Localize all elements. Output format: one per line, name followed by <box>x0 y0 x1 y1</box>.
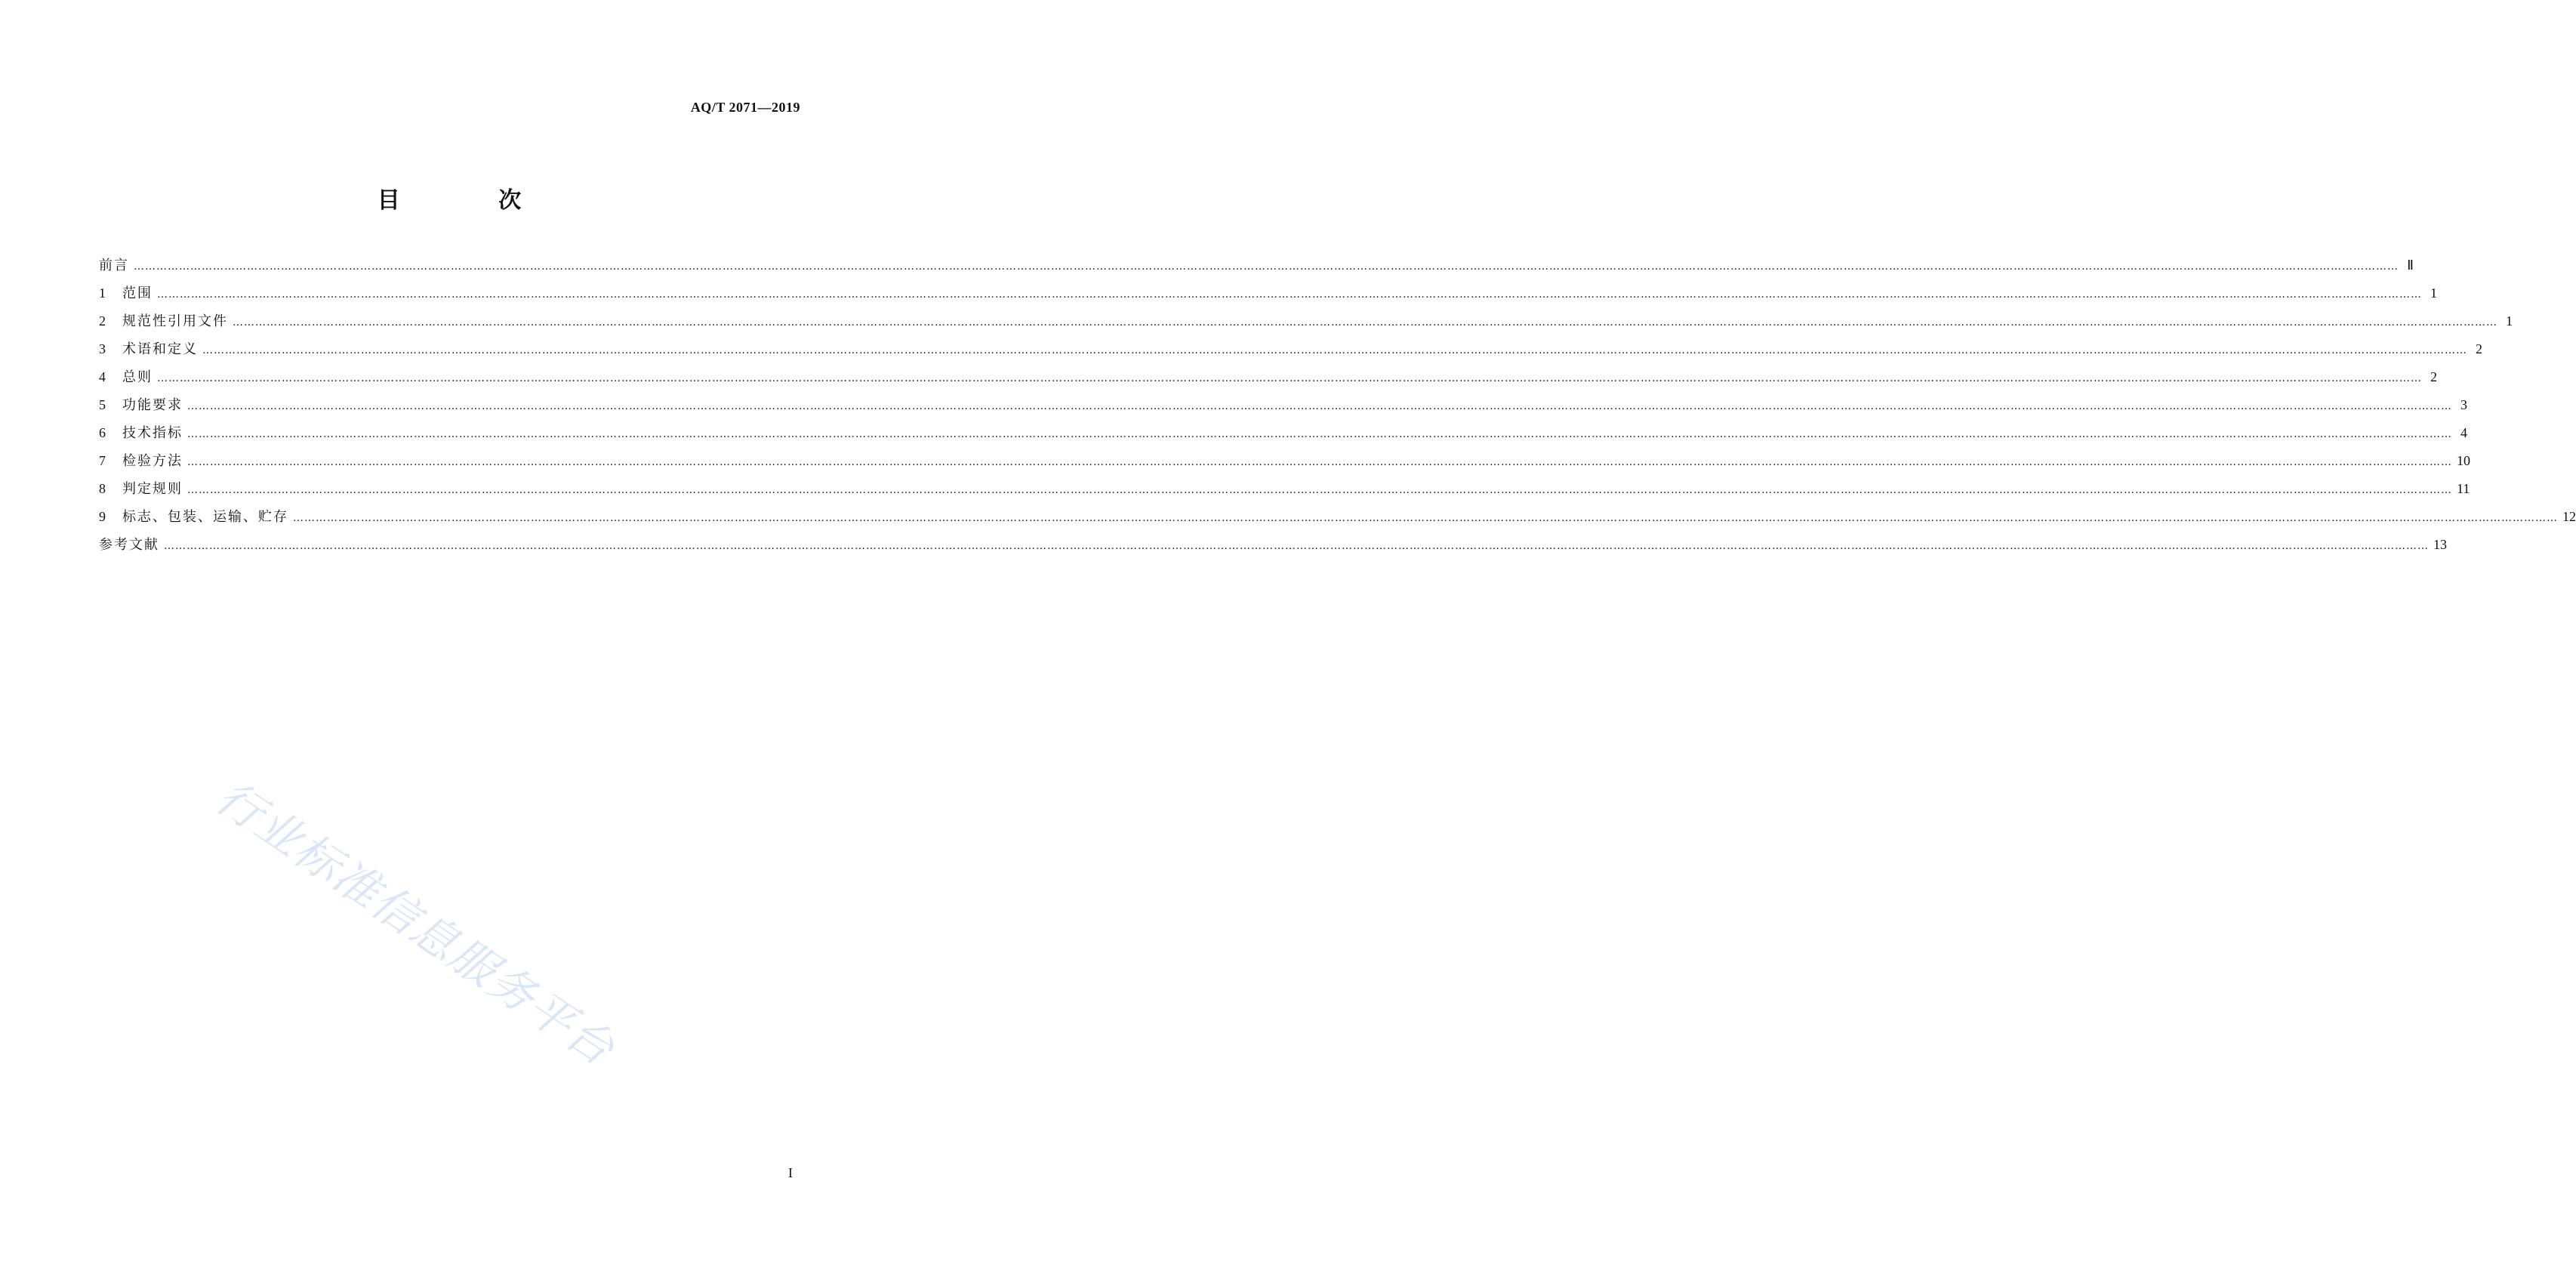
toc-entry-number: 8 <box>99 481 106 496</box>
toc-entry-number: 3 <box>99 341 106 356</box>
toc-entry-number: 7 <box>99 453 106 468</box>
toc-entry[interactable] <box>99 282 2437 310</box>
toc-leader-dots: …………………………………………………………………………………………………………………………………………………………………………………………………………………………………………………………………………………………………………………………………………………………………………………………………………………………………………………………………………………………………………………………………………………… <box>187 428 2452 440</box>
toc-entry-number: 5 <box>99 397 106 412</box>
toc-entry-page: 10 <box>2457 453 2470 468</box>
toc-entry-title: 标志、包装、运输、贮存 <box>122 509 288 525</box>
toc-entry[interactable] <box>99 255 2414 282</box>
toc-entry-title: 检验方法 <box>122 453 183 469</box>
toc-leader-dots: …………………………………………………………………………………………………………………………………………………………………………………………………………………………………………………………………………………………………………………………………………………………………………………………………………………………………………………………………………………………………………………………………………………… <box>134 261 2399 273</box>
toc-entry-number: 6 <box>99 425 106 440</box>
page-number: I <box>788 1165 793 1180</box>
table-of-contents <box>99 255 2576 562</box>
toc-leader-dots: …………………………………………………………………………………………………………………………………………………………………………………………………………………………………………………………………………………………………………………………………………………………………………………………………………………………………………………………………………………………………………………………………………………… <box>202 344 2467 356</box>
toc-entry-page: 3 <box>2460 397 2467 412</box>
toc-entry-number: 2 <box>99 313 106 329</box>
toc-entry-title: 判定规则 <box>122 481 183 497</box>
toc-leader-dots: …………………………………………………………………………………………………………………………………………………………………………………………………………………………………………………………………………………………………………………………………………………………………………………………………………………………………………………………………………………………………………………………………………………… <box>233 316 2497 329</box>
toc-entry-title: 前言 <box>99 258 129 273</box>
toc-entry-page: Ⅱ <box>2407 258 2414 273</box>
toc-entry-number: 9 <box>99 509 106 524</box>
toc-leader-dots: …………………………………………………………………………………………………………………………………………………………………………………………………………………………………………………………………………………………………………………………………………………………………………………………………………………………………………………………………………………………………………………………………………………… <box>164 540 2429 552</box>
toc-entry-page: 2 <box>2430 369 2437 384</box>
toc-entry-page: 1 <box>2506 313 2513 329</box>
toc-leader-dots: …………………………………………………………………………………………………………………………………………………………………………………………………………………………………………………………………………………………………………………………………………………………………………………………………………………………………………………………………………………………………………………………………………………… <box>187 484 2452 496</box>
toc-entry[interactable] <box>99 394 2467 422</box>
toc-entry[interactable] <box>99 450 2470 478</box>
toc-entry-page: 11 <box>2457 481 2470 496</box>
toc-entry-page: 1 <box>2430 285 2437 301</box>
toc-entry[interactable] <box>99 310 2513 338</box>
toc-entry[interactable] <box>99 534 2447 562</box>
toc-entry-title: 范围 <box>122 285 153 301</box>
toc-entry-title: 功能要求 <box>122 397 183 413</box>
standard-code: AQ/T 2071—2019 <box>690 100 800 115</box>
toc-leader-dots: …………………………………………………………………………………………………………………………………………………………………………………………………………………………………………………………………………………………………………………………………………………………………………………………………………………………………………………………………………………………………………………………………………………… <box>187 400 2452 412</box>
toc-entry-title: 术语和定义 <box>122 341 198 357</box>
toc-leader-dots: …………………………………………………………………………………………………………………………………………………………………………………………………………………………………………………………………………………………………………………………………………………………………………………………………………………………………………………………………………………………………………………………………………………… <box>157 288 2422 301</box>
toc-entry[interactable] <box>99 506 2576 534</box>
toc-entry-title: 参考文献 <box>99 537 159 553</box>
page-title: 目 次 <box>377 187 567 214</box>
toc-entry-page: 12 <box>2562 509 2576 524</box>
toc-leader-dots: …………………………………………………………………………………………………………………………………………………………………………………………………………………………………………………………………………………………………………………………………………………………………………………………………………………………………………………………………………………………………………………………………………………… <box>293 512 2558 524</box>
toc-entry-title: 总则 <box>122 369 153 385</box>
toc-entry-title: 技术指标 <box>122 425 183 441</box>
toc-entry-page: 13 <box>2433 537 2447 552</box>
toc-entry-number: 1 <box>99 285 106 301</box>
toc-entry[interactable] <box>99 478 2470 506</box>
toc-entry[interactable] <box>99 366 2437 394</box>
toc-entry-page: 2 <box>2476 341 2482 356</box>
toc-leader-dots: …………………………………………………………………………………………………………………………………………………………………………………………………………………………………………………………………………………………………………………………………………………………………………………………………………………………………………………………………………………………………………………………………………………… <box>157 372 2422 384</box>
toc-entry-page: 4 <box>2460 425 2467 440</box>
toc-entry[interactable] <box>99 338 2482 366</box>
watermark: 行业标准信息服务平台 <box>206 770 624 1077</box>
toc-entry[interactable] <box>99 422 2467 450</box>
toc-leader-dots: …………………………………………………………………………………………………………………………………………………………………………………………………………………………………………………………………………………………………………………………………………………………………………………………………………………………………………………………………………………………………………………………………………………… <box>187 456 2452 468</box>
toc-entry-number: 4 <box>99 369 106 384</box>
toc-entry-title: 规范性引用文件 <box>122 313 228 329</box>
